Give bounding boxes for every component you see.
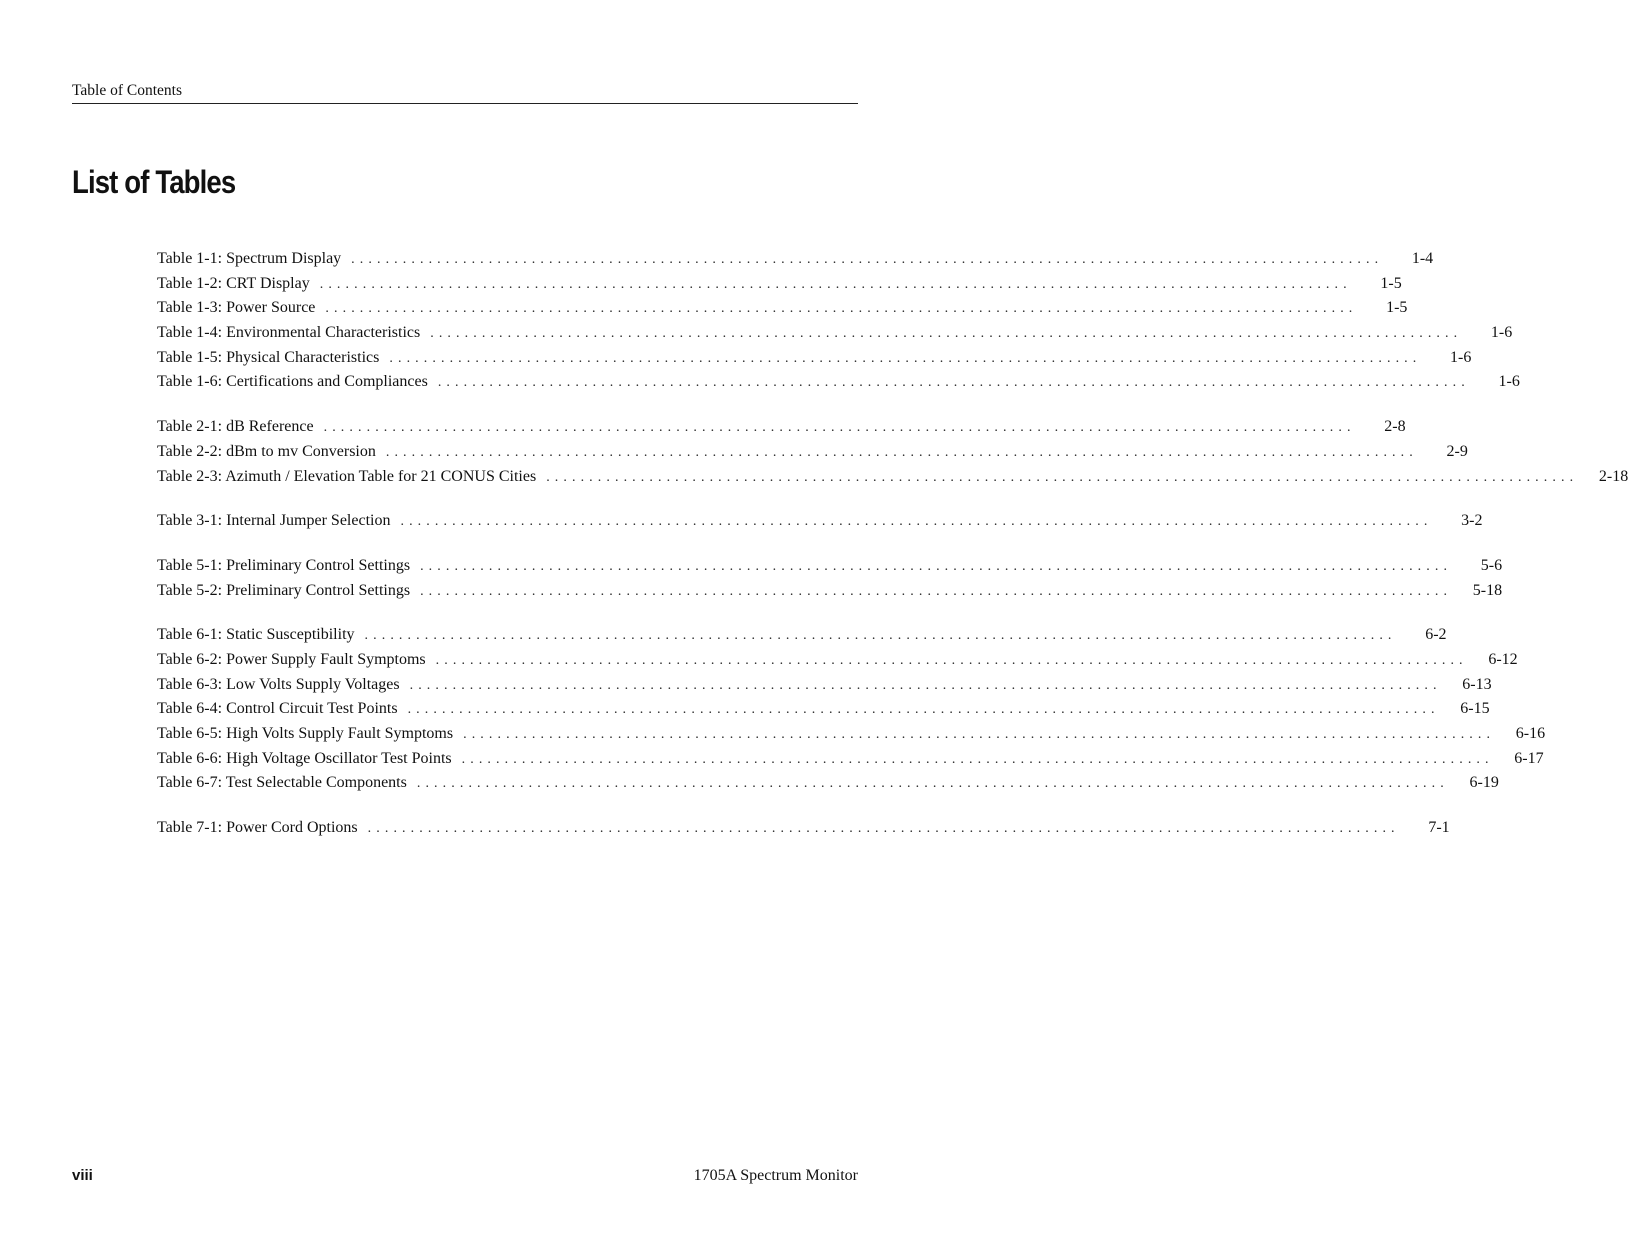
- toc-entry-page: 2-8: [1384, 418, 1406, 436]
- footer-page-number: viii: [72, 1167, 93, 1184]
- toc-entry-page: 7-1: [1428, 819, 1450, 837]
- running-header: [72, 82, 858, 104]
- toc-entry-page: 6-17: [1514, 749, 1544, 767]
- dot-leader: ........................................................................................................................: [420, 583, 1453, 599]
- toc-entry-page: 1-6: [1490, 324, 1513, 342]
- toc-entry-page: 6-15: [1460, 700, 1490, 718]
- toc-entry[interactable]: [157, 370, 1520, 395]
- toc-entry-page: 5-18: [1472, 581, 1503, 599]
- dot-leader: ........................................................................................................................: [409, 677, 1442, 693]
- toc-entry-label: Table 1-1: Spectrum Display: [157, 250, 342, 267]
- dot-leader: ........................................................................................................................: [319, 276, 1352, 292]
- toc-entry-label: Table 5-1: Preliminary Control Settings: [157, 556, 411, 574]
- toc-entry-page: 1-6: [1498, 373, 1520, 391]
- toc-entry-label: Table 1-4: Environmental Characteristics: [157, 324, 421, 342]
- dot-leader: ........................................................................................................................: [364, 628, 1397, 644]
- dot-leader: ........................................................................................................................: [437, 375, 1470, 391]
- toc-entry[interactable]: [157, 771, 1499, 796]
- running-header-title: Table of Contents: [72, 82, 182, 99]
- dot-leader: ........................................................................................................................: [461, 751, 1494, 767]
- toc-entry-page: 2-9: [1446, 442, 1468, 460]
- dot-leader: ........................................................................................................................: [389, 350, 1422, 366]
- footer-product-name: 1705A Spectrum Monitor: [693, 1167, 858, 1184]
- toc-entry-page: 6-2: [1425, 626, 1447, 644]
- dot-leader: ........................................................................................................................: [463, 727, 1496, 742]
- toc-entry-page: 6-12: [1488, 650, 1518, 668]
- toc-entry-label: Table 6-1: Static Susceptibility: [157, 626, 355, 644]
- toc-entry-page: 2-18: [1598, 467, 1628, 485]
- dot-leader: ........................................................................................................................: [400, 514, 1433, 530]
- toc-entry-label: Table 6-7: Test Selectable Components: [157, 774, 407, 792]
- toc-group: [157, 623, 1546, 796]
- toc-entry-label: Table 6-4: Control Circuit Test Points: [157, 700, 398, 718]
- toc-entry-label: Table 1-5: Physical Characteristics: [157, 348, 380, 366]
- toc-entry-page: 6-16: [1515, 725, 1546, 742]
- toc-entry[interactable]: [157, 648, 1518, 673]
- toc-entry[interactable]: [157, 673, 1492, 698]
- list-of-tables: [157, 247, 1628, 841]
- dot-leader: ........................................................................................................................: [435, 652, 1468, 668]
- toc-entry[interactable]: [157, 465, 1628, 490]
- toc-entry-label: Table 3-1: Internal Jumper Selection: [157, 512, 391, 530]
- toc-entry[interactable]: [157, 554, 1503, 579]
- toc-entry-label: Table 5-2: Preliminary Control Settings: [157, 581, 411, 599]
- toc-entry[interactable]: [157, 296, 1408, 321]
- dot-leader: ........................................................................................................................: [407, 702, 1440, 718]
- dot-leader: ........................................................................................................................: [546, 469, 1579, 485]
- toc-entry-label: Table 2-2: dBm to mv Conversion: [157, 442, 376, 460]
- toc-entry-label: Table 7-1: Power Cord Options: [157, 819, 358, 837]
- dot-leader: ........................................................................................................................: [420, 558, 1453, 574]
- toc-entry-label: Table 2-3: Azimuth / Elevation Table for 21 CONUS Cities: [157, 467, 537, 485]
- toc-entry-page: 5-6: [1480, 556, 1503, 574]
- toc-entry-label: Table 1-3: Power Source: [157, 299, 316, 317]
- dot-leader: ........................................................................................................................: [323, 420, 1356, 436]
- toc-group: [157, 415, 1628, 489]
- toc-entry[interactable]: [157, 697, 1490, 722]
- toc-entry[interactable]: [157, 623, 1447, 648]
- toc-entry[interactable]: [157, 579, 1503, 604]
- toc-entry[interactable]: [157, 272, 1402, 297]
- toc-entry-label: Table 6-5: High Volts Supply Fault Symptoms: [157, 725, 454, 742]
- toc-entry[interactable]: [157, 247, 1434, 272]
- dot-leader: ........................................................................................................................: [325, 301, 1358, 317]
- toc-entry-page: 6-13: [1462, 675, 1492, 693]
- toc-entry-label: Table 2-1: dB Reference: [157, 418, 314, 436]
- toc-entry[interactable]: [157, 415, 1406, 440]
- toc-entry-label: Table 6-6: High Voltage Oscillator Test Points: [157, 749, 452, 767]
- toc-entry-page: 1-4: [1411, 250, 1434, 267]
- toc-entry[interactable]: [157, 722, 1546, 747]
- dot-leader: ........................................................................................................................: [351, 252, 1384, 267]
- toc-entry-page: 1-5: [1386, 299, 1408, 317]
- toc-group: [157, 554, 1503, 603]
- toc-entry-page: 1-6: [1450, 348, 1472, 366]
- toc-entry-label: Table 1-2: CRT Display: [157, 274, 310, 292]
- toc-group: [157, 509, 1483, 534]
- dot-leader: ........................................................................................................................: [430, 326, 1463, 342]
- toc-entry-page: 1-5: [1380, 274, 1402, 292]
- toc-entry-page: 3-2: [1461, 512, 1483, 530]
- toc-entry[interactable]: [157, 747, 1544, 772]
- toc-entry[interactable]: [157, 321, 1513, 346]
- toc-entry[interactable]: [157, 816, 1450, 841]
- toc-group: [157, 247, 1520, 395]
- toc-entry-label: Table 6-3: Low Volts Supply Voltages: [157, 675, 400, 693]
- toc-entry[interactable]: [157, 346, 1472, 371]
- dot-leader: ........................................................................................................................: [367, 821, 1400, 837]
- toc-entry-label: Table 6-2: Power Supply Fault Symptoms: [157, 650, 426, 668]
- toc-group: [157, 816, 1450, 841]
- toc-entry-label: Table 1-6: Certifications and Compliances: [157, 373, 428, 391]
- dot-leader: ........................................................................................................................: [416, 776, 1449, 792]
- toc-entry[interactable]: [157, 509, 1483, 534]
- page-title: List of Tables: [72, 164, 236, 200]
- dot-leader: ........................................................................................................................: [385, 444, 1418, 460]
- toc-entry-page: 6-19: [1469, 774, 1499, 792]
- toc-entry[interactable]: [157, 440, 1468, 465]
